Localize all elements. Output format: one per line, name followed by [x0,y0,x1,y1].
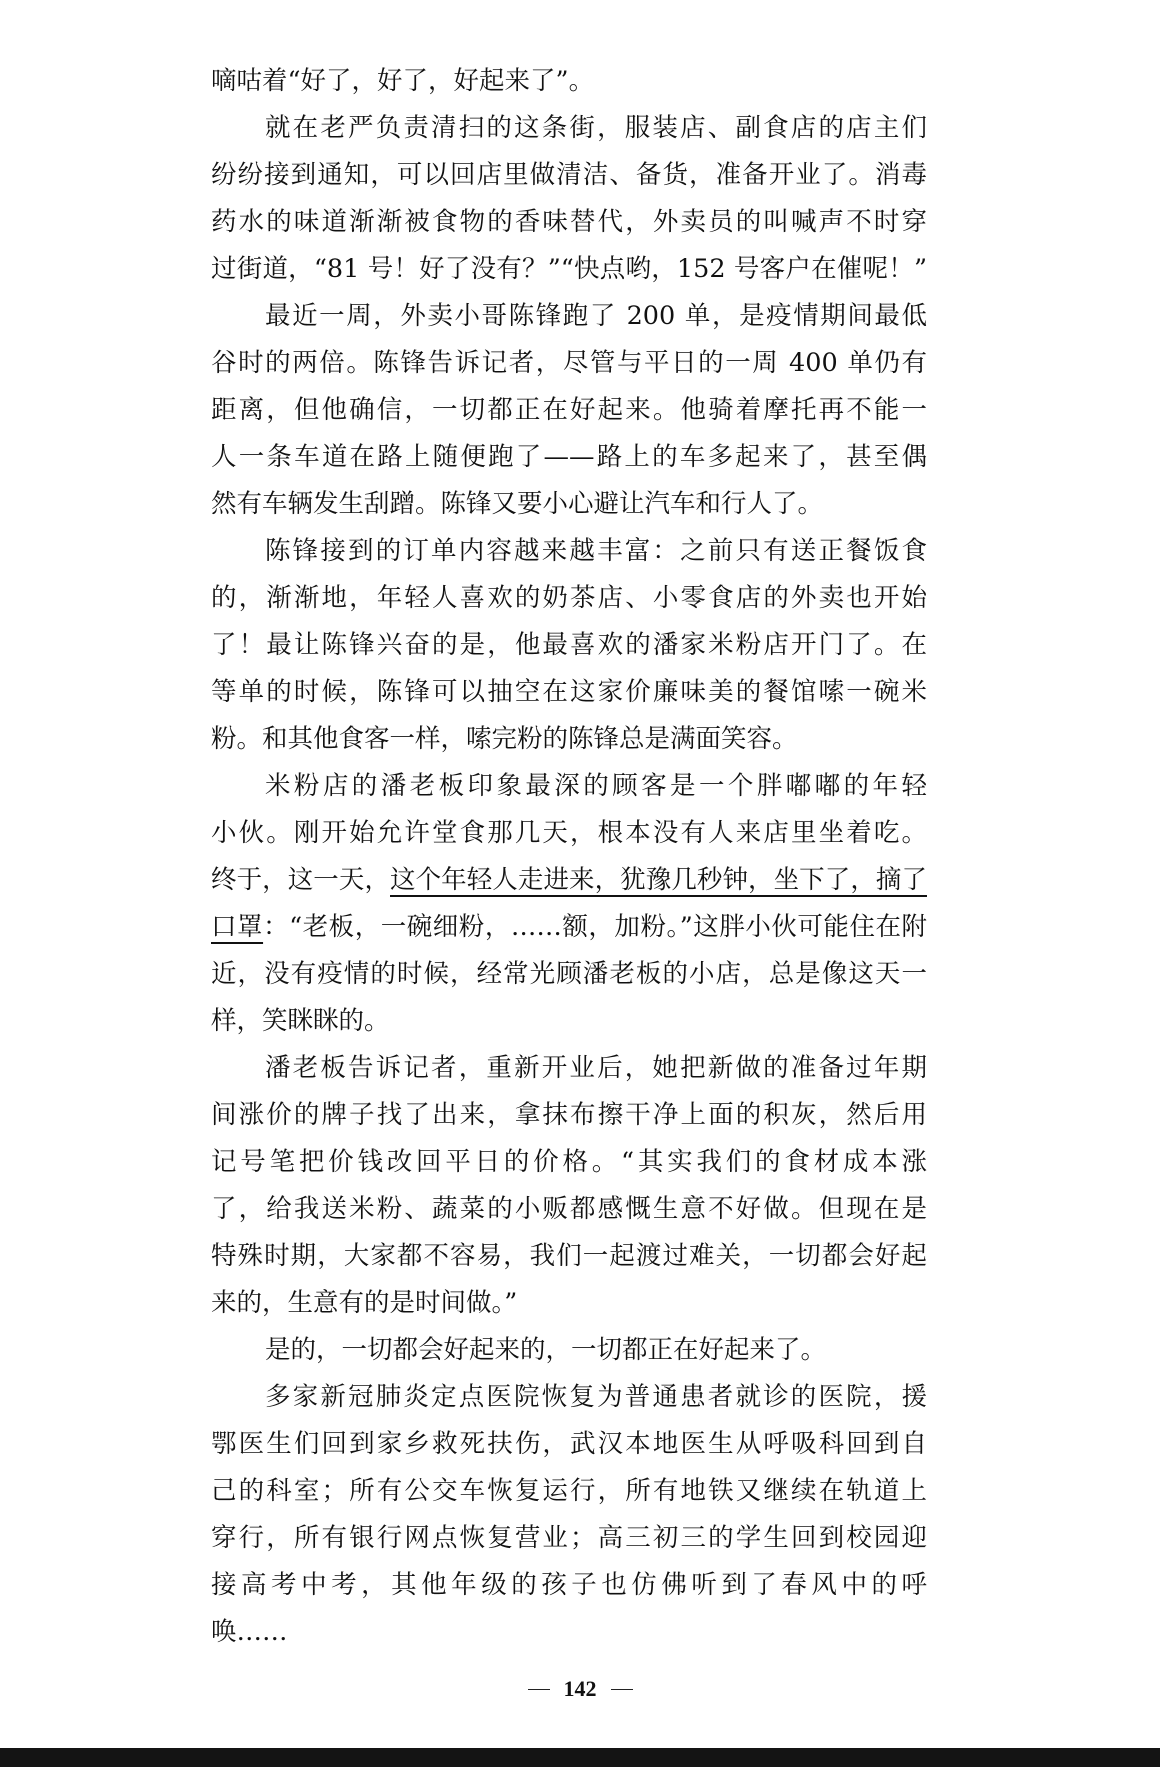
text-line [211,857,927,904]
text-line: 嘀咕着“好了，好了，好起来了”。 [211,66,595,96]
text-line: 纷纷接到通知，可以回店里做清洁、备货，准备开业了。消毒 [211,160,927,190]
text-line: 潘老板告诉记者，重新开业后，她把新做的准备过年期 [265,1053,927,1083]
text-line: 唤…… [211,1617,288,1647]
text-line: 是的，一切都会好起来的，一切都正在好起来了。 [265,1335,827,1365]
text-segment: 终于，这一天， [211,865,391,895]
text-line: 了！最让陈锋兴奋的是，他最喜欢的潘家米粉店开门了。在 [211,630,927,660]
text-line: 样，笑眯眯的。 [211,1006,390,1036]
text-segment: ：“老板，一碗细粉，……额，加粉。”这胖小伙可能住在附 [263,912,927,942]
text-line: 就在老严负责清扫的这条街，服装店、副食店的店主们 [265,113,927,143]
text-line: 了，给我送米粉、蔬菜的小贩都感慨生意不好做。但现在是 [211,1194,927,1224]
text-line: 间涨价的牌子找了出来，拿抹布擦干净上面的积灰，然后用 [211,1100,927,1130]
underlined-phrase: 口罩 [211,912,264,942]
text-line: 然有车辆发生刮蹭。陈锋又要小心避让汽车和行人了。 [211,489,824,519]
text-line: 来的，生意有的是时间做。” [211,1288,518,1318]
text-line: 陈锋接到的订单内容越来越丰富：之前只有送正餐饭食 [265,536,927,566]
text-line: 多家新冠肺炎定点医院恢复为普通患者就诊的医院，援 [265,1382,927,1412]
text-line: 距离，但他确信，一切都正在好起来。他骑着摩托再不能一 [211,395,927,425]
underlined-phrase: 这个年轻人走进来，犹豫几秒钟，坐下了，摘了 [390,865,927,895]
text-line: 谷时的两倍。陈锋告诉记者，尽管与平日的一周 400 单仍有 [211,348,927,378]
text-line: 记号笔把价钱改回平日的价格。“其实我们的食材成本涨 [211,1147,927,1177]
page-footer [0,1672,1160,1706]
text-line: 近，没有疫情的时候，经常光顾潘老板的小店，总是像这天一 [211,959,927,989]
text-line: 己的科室；所有公交车恢复运行，所有地铁又继续在轨道上 [211,1476,927,1506]
left-dash-ornament [528,1689,550,1690]
text-line: 鄂医生们回到家乡救死扶伤，武汉本地医生从呼吸科回到自 [211,1429,927,1459]
page-number: 142 [563,1676,597,1701]
text-line: 接高考中考，其他年级的孩子也仿佛听到了春风中的呼 [211,1570,927,1600]
text-line: 过街道，“81 号！好了没有？”“快点哟，152 号客户在催呢！” [211,254,927,284]
text-line: 等单的时候，陈锋可以抽空在这家价廉味美的餐馆嗦一碗米 [211,677,927,707]
right-dash-ornament [611,1689,633,1690]
text-line: 的，渐渐地，年轻人喜欢的奶茶店、小零食店的外卖也开始 [211,583,927,613]
text-line [211,904,927,951]
text-line: 最近一周，外卖小哥陈锋跑了 200 单，是疫情期间最低 [265,301,927,331]
text-line: 特殊时期，大家都不容易，我们一起渡过难关，一切都会好起 [211,1241,927,1271]
bottom-edge-bar [0,1748,1160,1767]
text-line: 人一条车道在路上随便跑了——路上的车多起来了，甚至偶 [211,442,927,472]
text-line: 药水的味道渐渐被食物的香味替代，外卖员的叫喊声不时穿 [211,207,927,237]
text-line: 米粉店的潘老板印象最深的顾客是一个胖嘟嘟的年轻 [265,771,927,801]
text-line: 粉。和其他食客一样，嗦完粉的陈锋总是满面笑容。 [211,724,798,754]
text-line: 小伙。刚开始允许堂食那几天，根本没有人来店里坐着吃。 [211,818,927,848]
text-line: 穿行，所有银行网点恢复营业；高三初三的学生回到校园迎 [211,1523,927,1553]
